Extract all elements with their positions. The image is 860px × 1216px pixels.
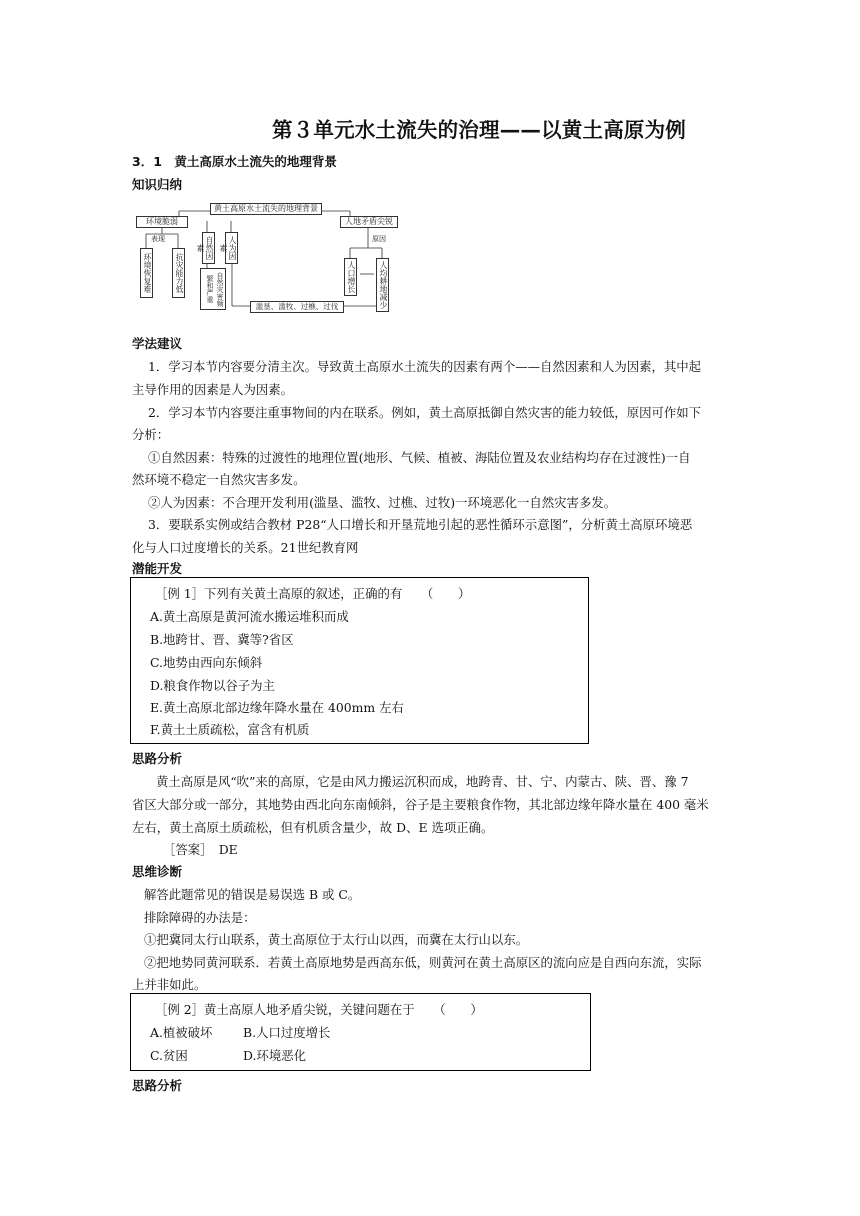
diagnosis-line: ①把冀同太行山联系，黄土高原位于太行山以西，而冀在太行山以东。 — [144, 932, 529, 947]
study-line: 主导作用的因素是人为因素。 — [132, 382, 294, 397]
analysis-line: 省区大部分或一部分，其地势由西北向东南倾斜，谷子是主要粮食作物，其北部边缘年降水量在 400 毫米 — [132, 797, 709, 812]
diagnosis-heading: 思维诊断 — [132, 864, 183, 879]
diagram-resist-low: 抗灾能力低 — [172, 248, 185, 298]
diagram-cause-label: 原因 — [372, 235, 386, 243]
knowledge-heading: 知识归纳 — [132, 177, 183, 192]
diagram-conflict: 人地矛盾尖锐 — [340, 216, 398, 228]
knowledge-diagram — [132, 196, 404, 321]
diagram-recover-hard: 环境恢复难 — [140, 248, 153, 298]
diagnosis-line: 排除障碍的办法是： — [144, 910, 256, 925]
diagnosis-line: 上并非如此。 — [132, 977, 207, 992]
analysis-line: 左右，黄土高原土质疏松，但有机质含量少，故 D、E 选项正确。 — [132, 820, 494, 835]
answer-text: ［答案］ DE — [163, 842, 238, 857]
example2-option: B.人口过度增长 — [243, 1025, 331, 1040]
example1-question: ［例 1］下列有关黄土高原的叙述，正确的有 （ ） — [155, 586, 471, 601]
diagnosis-line: 解答此题常见的错误是易误选 B 或 C。 — [144, 887, 361, 902]
example1-option: B.地跨甘、晋、冀等?省区 — [150, 632, 294, 647]
study-line: 3．要联系实例或结合教材 P28“人口增长和开垦荒地引起的恶性循环示意图”，分析黄土高原环境恶 — [148, 517, 693, 532]
example1-option: A.黄土高原是黄河流水搬运堆积而成 — [150, 609, 349, 624]
diagram-activities: 滥垦、滥牧、过樵、过伐 — [250, 301, 344, 313]
diagram-frequent-severe: 频繁和严重 — [206, 275, 224, 307]
diagram-natural-disaster: 自然灾害 — [216, 271, 224, 300]
diagram-top-box: 黄土高原水土流失的地理背景 — [210, 203, 322, 215]
example1-option: C.地势由西向东倾斜 — [150, 655, 263, 670]
section-heading: 3．1 黄土高原水土流失的地理背景 — [132, 154, 337, 169]
study-line: ①自然因素：特殊的过渡性的地理位置(地形、气候、植被、海陆位置及农业结构均存在过渡性)一自 — [148, 450, 691, 465]
diagram-manifest-label: 表现 — [151, 235, 165, 243]
example2-option: A.植被破坏 — [150, 1025, 213, 1040]
example2-question: ［例 2］黄土高原人地矛盾尖锐，关键问题在于 （ ） — [155, 1002, 483, 1017]
study-line: 2．学习本节内容要注重事物间的内在联系。例如，黄土高原抵御自然灾害的能力较低，原因可作如下 — [148, 405, 702, 420]
diagram-disaster — [200, 268, 226, 310]
diagram-land-decrease: 人均耕地减少 — [376, 258, 389, 312]
study-line: 化与人口过度增长的关系。21世纪教育网 — [132, 540, 359, 555]
diagram-human-factor: 人为因素 — [225, 232, 238, 264]
example1-option: D.粮食作物以谷子为主 — [150, 678, 275, 693]
analysis-heading: 思路分析 — [132, 751, 183, 766]
diagnosis-line: ②把地势同黄河联系．若黄土高原地势是西高东低，则黄河在黄土高原区的流向应是自西向东流，实际 — [144, 955, 702, 970]
study-line: 1．学习本节内容要分清主次。导致黄土高原水土流失的因素有两个——自然因素和人为因素，其中起 — [148, 359, 702, 374]
diagram-natural-factor: 自然因素 — [202, 232, 215, 264]
diagram-env-fragile: 环境脆弱 — [136, 216, 188, 228]
example2-option: C.贫困 — [150, 1048, 188, 1063]
study-line: 分析： — [132, 427, 170, 442]
analysis2-heading: 思路分析 — [132, 1078, 183, 1093]
study-line: ②人为因素：不合理开发利用(滥垦、滥牧、过樵、过牧)一环境恶化一自然灾害多发。 — [148, 495, 617, 510]
analysis-line: 黄土高原是风“吹”来的高原，它是由风力搬运沉积而成，地跨青、甘、宁、内蒙古、陕、晋、豫 7 — [156, 774, 689, 789]
study-heading: 学法建议 — [132, 336, 183, 351]
potential-heading: 潜能开发 — [132, 561, 183, 576]
example1-option: E.黄土高原北部边缘年降水量在 400mm 左右 — [150, 700, 404, 715]
diagram-pop-growth: 人口增长 — [344, 258, 357, 296]
study-line: 然环境不稳定一自然灾害多发。 — [132, 472, 306, 487]
page-title: 第３单元水土流失的治理——以黄土高原为例 — [272, 118, 686, 142]
example2-option: D.环境恶化 — [243, 1048, 306, 1063]
example1-option: F.黄土土质疏松，富含有机质 — [150, 722, 310, 737]
